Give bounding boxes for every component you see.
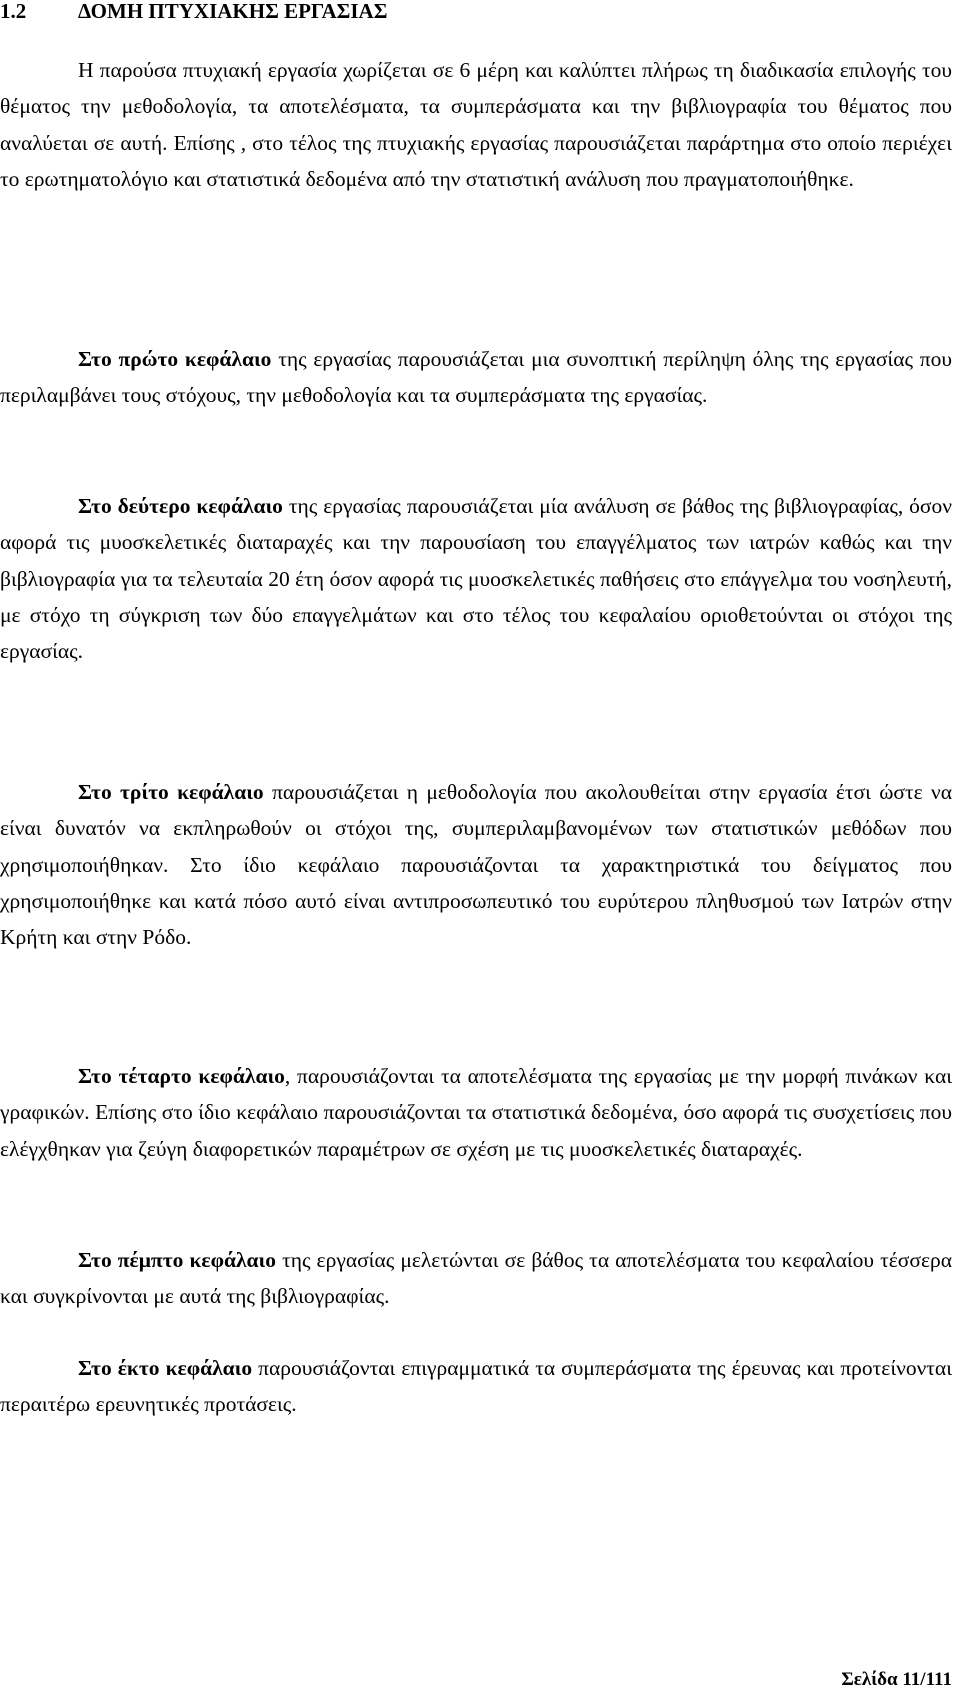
chapter-5-lead: Στο πέμπτο κεφάλαιο (78, 1248, 276, 1272)
chapter-4-text: , παρουσιάζονται τα αποτελέσματα της εργασίας με την μορφή πινάκων και γραφικών. Επίσης στο ίδιο κεφάλαιο παρουσιάζονται τα στατιστικά δεδομένα, όσο αφορά τις συσχετίσεις που ελέγχθηκαν για ζεύγη διαφορετικών παραμέτρων σε σχέση με τις μυοσκελετικές διαταραχές. (0, 1064, 952, 1161)
paragraph-chapter-3 (0, 774, 952, 955)
section-heading (0, 0, 387, 26)
paragraph-chapter-4 (0, 1058, 952, 1167)
paragraph-chapter-1 (0, 341, 952, 414)
chapter-6-text: παρουσιάζονται επιγραμματικά τα συμπεράσματα της έρευνας και προτείνονται περαιτέρω ερευνητικές προτάσεις. (0, 1356, 952, 1417)
chapter-1-text: της εργασίας παρουσιάζεται μια συνοπτική περίληψη όλης της εργασίας που περιλαμβάνει τους στόχους, την μεθοδολογία και τα συμπεράσματα της εργασίας. (0, 347, 952, 408)
chapter-3-lead: Στο τρίτο κεφάλαιο (78, 780, 264, 804)
chapter-3-text: παρουσιάζεται η μεθοδολογία που ακολουθείται στην εργασία έτσι ώστε να είναι δυνατόν να εκπληρωθούν οι στόχοι της, συμπεριλαμβανομένων των στατιστικών μεθόδων που χρησιμοποιήθηκαν. Στο ίδιο κεφάλαιο παρουσιάζονται τα χαρακτηριστικά του δείγματος που χρησιμοποιήθηκε και κατά πόσο αυτό είναι αντιπροσωπευτικό του ευρύτερου πληθυσμού των Ιατρών στην Κρήτη και στην Ρόδο. (0, 780, 952, 950)
paragraph-chapter-2 (0, 488, 952, 669)
section-title: ΔΟΜΗ ΠΤΥΧΙΑΚΗΣ ΕΡΓΑΣΙΑΣ (78, 0, 388, 23)
chapter-4-lead: Στο τέταρτο κεφάλαιο (78, 1064, 285, 1088)
paragraph-intro (0, 52, 952, 197)
paragraph-chapter-6 (0, 1350, 952, 1423)
paragraph-chapter-5 (0, 1242, 952, 1315)
paragraph-intro-text: Η παρούσα πτυχιακή εργασία χωρίζεται σε 6 μέρη και καλύπτει πλήρως τη διαδικασία επιλογής του θέματος την μεθοδολογία, τα αποτελέσματα, τα συμπεράσματα και την βιβλιογραφία του θέματος που αναλύεται σε αυτή. Επίσης , στο τέλος της πτυχιακής εργασίας παρουσιάζεται παράρτημα στο οποίο περιέχει το ερωτηματολόγιο και στατιστικά δεδομένα από την στατιστική ανάλυση που πραγματοποιήθηκε. (0, 58, 952, 191)
chapter-1-lead: Στο πρώτο κεφάλαιο (78, 347, 272, 371)
chapter-2-text: της εργασίας παρουσιάζεται μία ανάλυση σε βάθος της βιβλιογραφίας, όσον αφορά τις μυοσκελετικές διαταραχές και την παρουσίαση του επαγγέλματος των ιατρών καθώς και την βιβλιογραφία για τα τελευταία 20 έτη όσον αφορά τις μυοσκελετικές παθήσεις στο επάγγελμα του νοσηλευτή, με στόχο τη σύγκριση των δύο επαγγελμάτων και στο τέλος του κεφαλαίου οριοθετούνται οι στόχοι της εργασίας. (0, 494, 952, 664)
chapter-6-lead: Στο έκτο κεφάλαιο (78, 1356, 253, 1380)
page-number-footer: Σελίδα 11/111 (841, 1669, 952, 1690)
chapter-2-lead: Στο δεύτερο κεφάλαιο (78, 494, 283, 518)
chapter-5-text: της εργασίας μελετώνται σε βάθος τα αποτελέσματα του κεφαλαίου τέσσερα και συγκρίνονται με αυτά της βιβλιογραφίας. (0, 1248, 953, 1309)
section-number: 1.2 (0, 0, 27, 23)
